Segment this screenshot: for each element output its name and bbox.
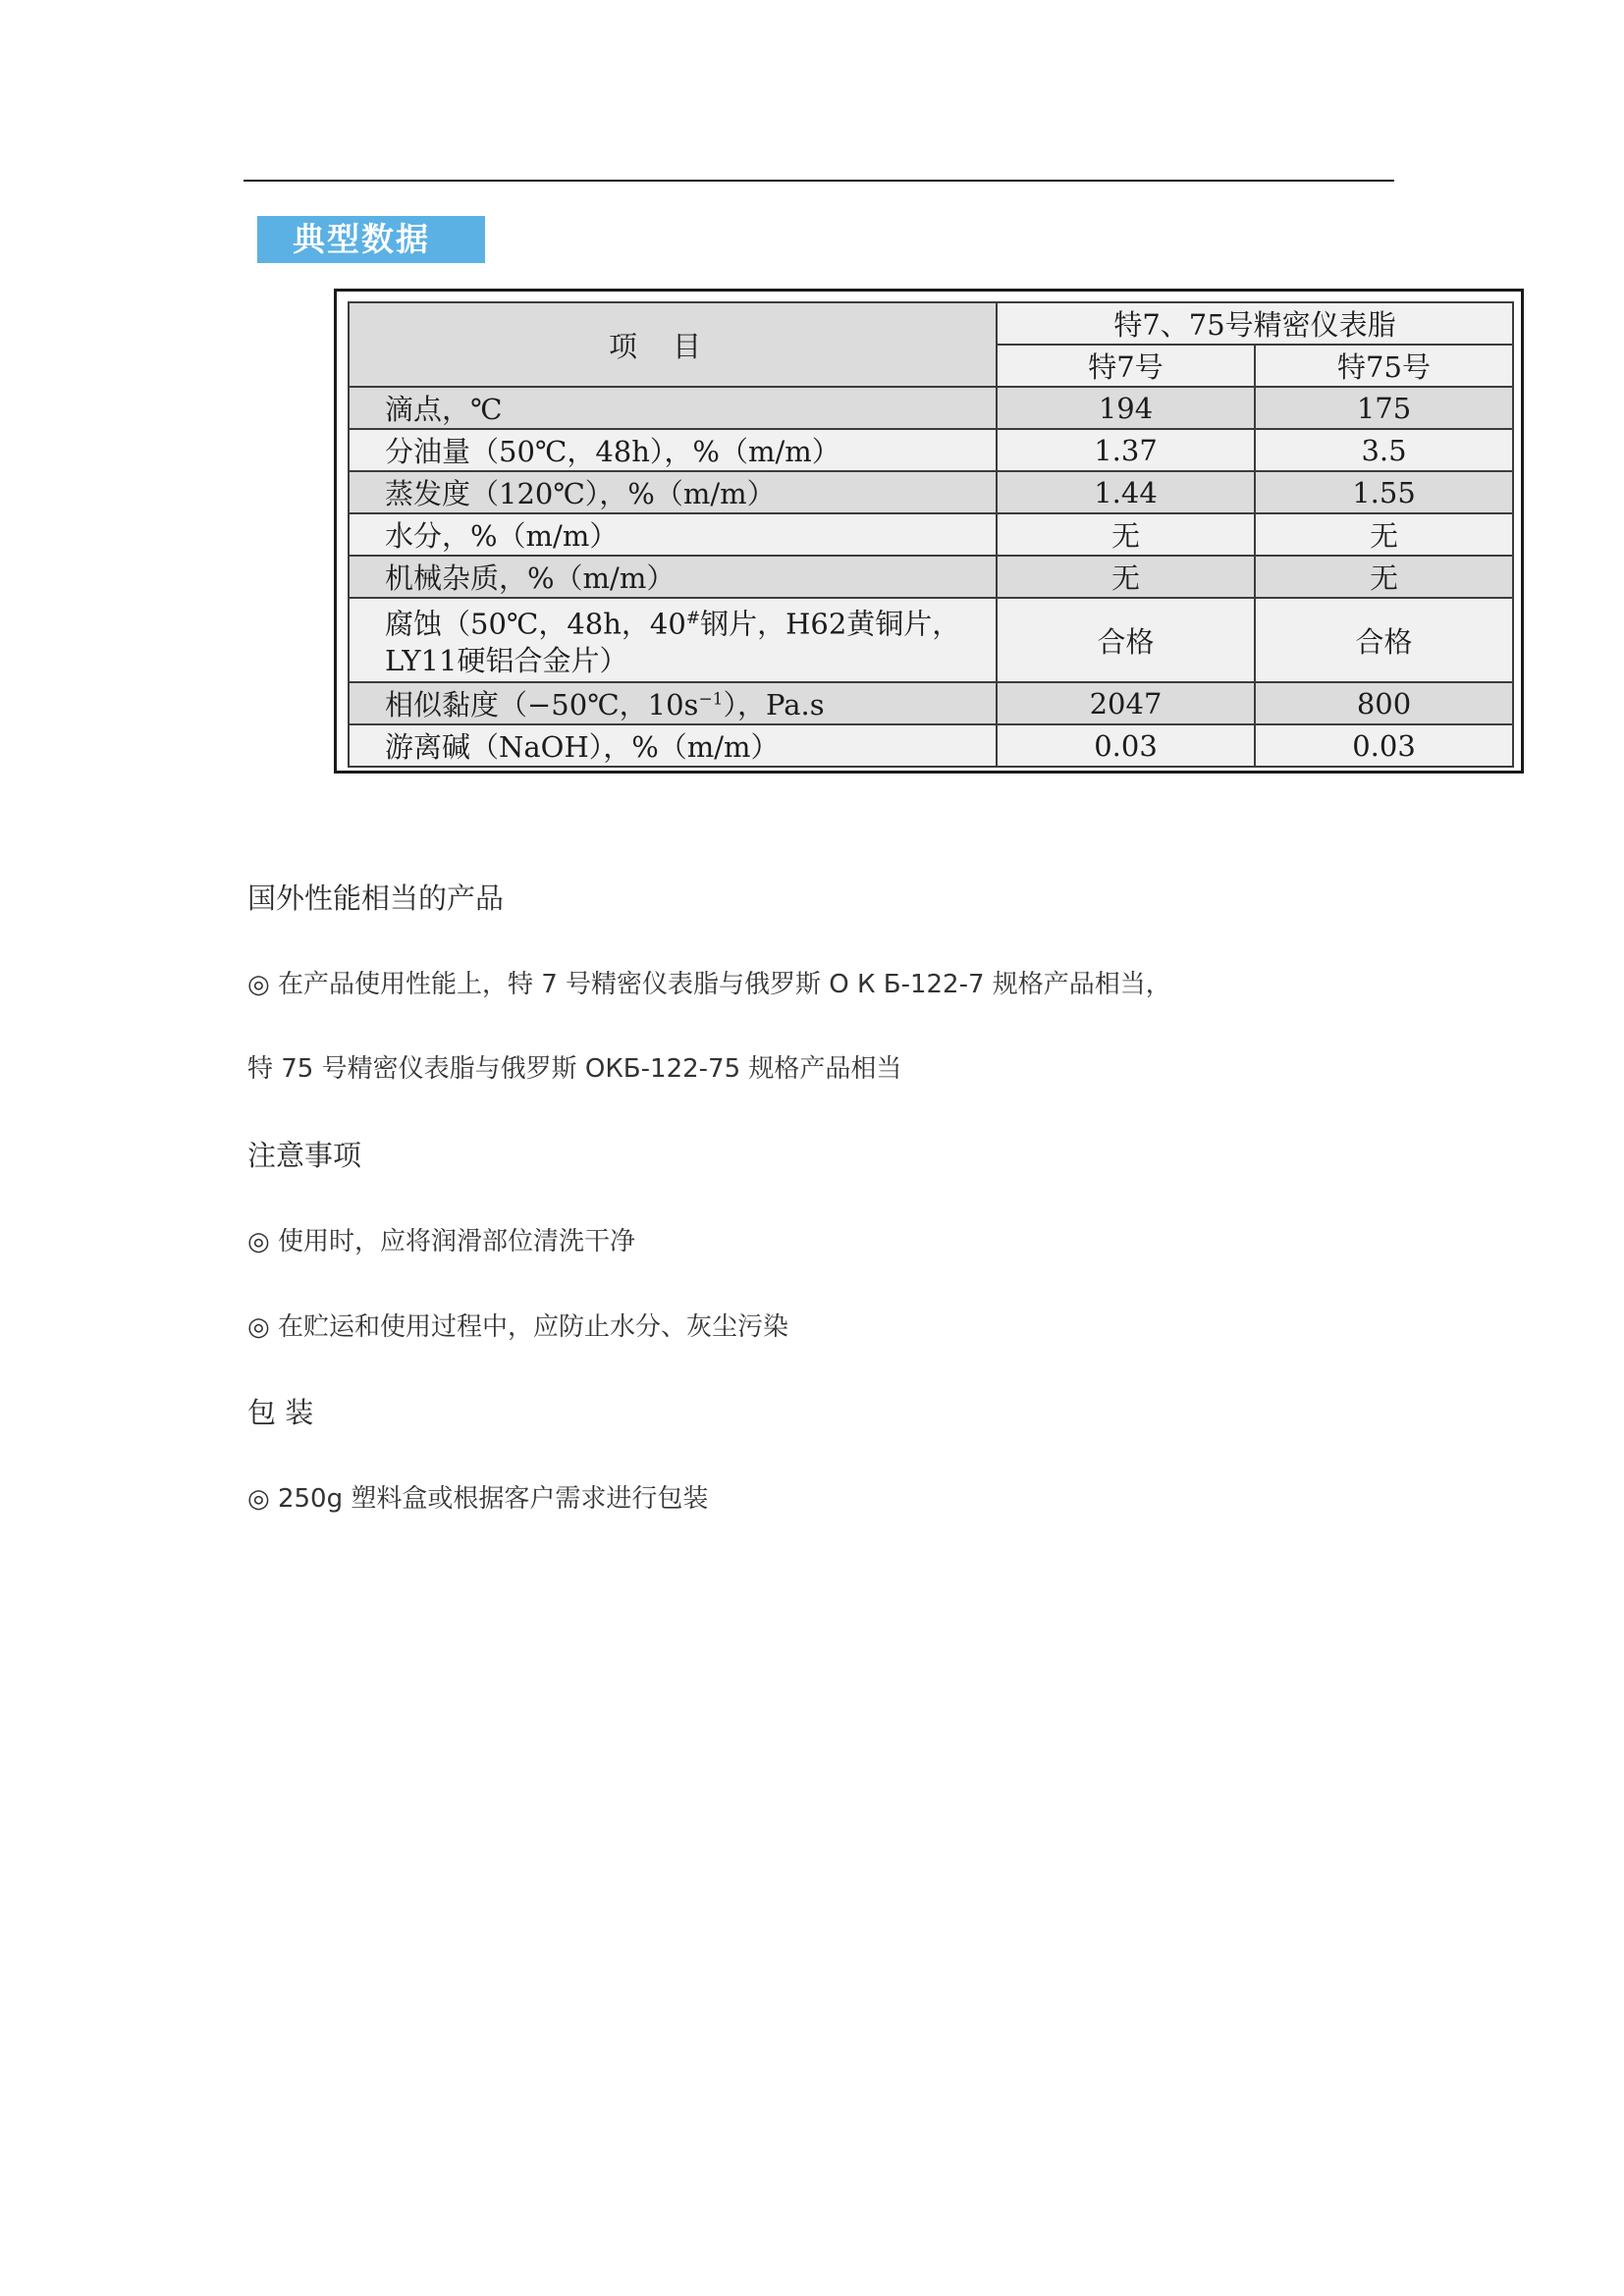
column-header-t7: 特7号: [997, 345, 1255, 387]
top-divider: [244, 180, 1394, 182]
row-value-t75: 1.55: [1255, 471, 1513, 513]
table-row: [349, 387, 1513, 429]
row-item-suffix: ），Pa.s: [723, 688, 825, 721]
row-value-t7: 194: [997, 387, 1255, 429]
table-row: [349, 513, 1513, 556]
row-value-t75: 无: [1255, 513, 1513, 556]
row-item: 滴点，℃: [349, 387, 997, 429]
precautions-title: 注意事项: [247, 1139, 362, 1172]
item-column-header: 项目: [349, 302, 997, 387]
row-value-t7: 无: [997, 556, 1255, 598]
row-item: [349, 598, 997, 682]
column-header-t75: 特75号: [1255, 345, 1513, 387]
table-row: [349, 556, 1513, 598]
table-row: [349, 598, 1513, 682]
row-item-superscript: −1: [698, 689, 724, 710]
row-item: 机械杂质，%（m/m）: [349, 556, 997, 598]
row-value-t75: 800: [1255, 682, 1513, 724]
row-value-t75: 3.5: [1255, 429, 1513, 471]
table-row: [349, 682, 1513, 724]
row-item-line1: 腐蚀（50℃，48h，40: [385, 607, 686, 641]
group-column-header: 特7、75号精密仪表脂: [997, 302, 1513, 345]
row-value-t75: 0.03: [1255, 724, 1513, 767]
packaging-item-1: ◎ 250g 塑料盒或根据客户需求进行包装: [247, 1484, 709, 1514]
row-value-t7: 合格: [997, 598, 1255, 682]
row-item: 分油量（50℃，48h），%（m/m）: [349, 429, 997, 471]
table-row: [349, 429, 1513, 471]
row-item-line2: LY11硬铝合金片）: [385, 643, 628, 677]
row-item-superscript: #: [685, 609, 701, 629]
row-item-line1-tail: 钢片，H62黄铜片，: [700, 607, 961, 641]
foreign-equivalents-title: 国外性能相当的产品: [247, 881, 505, 915]
row-item: [349, 682, 997, 724]
packaging-title: 包 装: [247, 1396, 314, 1429]
typical-data-table-frame: [334, 289, 1524, 774]
row-value-t7: 0.03: [997, 724, 1255, 767]
row-item: 蒸发度（120℃），%（m/m）: [349, 471, 997, 513]
precautions-item-2: ◎ 在贮运和使用过程中，应防止水分、灰尘污染: [247, 1312, 788, 1342]
row-value-t75: 175: [1255, 387, 1513, 429]
table-row: [349, 724, 1513, 767]
row-value-t75: 无: [1255, 556, 1513, 598]
foreign-equivalents-paragraph-1: ◎ 在产品使用性能上，特 7 号精密仪表脂与俄罗斯 О К Б-122-7 规格产品相当，: [247, 970, 1171, 999]
row-value-t7: 1.44: [997, 471, 1255, 513]
section-heading-typical-data: 典型数据: [257, 216, 485, 263]
row-value-t7: 1.37: [997, 429, 1255, 471]
row-item: 水分，%（m/m）: [349, 513, 997, 556]
row-value-t7: 2047: [997, 682, 1255, 724]
row-value-t75: 合格: [1255, 598, 1513, 682]
row-item-prefix: 相似黏度（−50℃，10s: [385, 688, 699, 721]
row-value-t7: 无: [997, 513, 1255, 556]
foreign-equivalents-paragraph-2: 特 75 号精密仪表脂与俄罗斯 ОКБ-122-75 规格产品相当: [247, 1054, 902, 1084]
precautions-item-1: ◎ 使用时，应将润滑部位清洗干净: [247, 1227, 635, 1256]
table-row: [349, 471, 1513, 513]
row-item: 游离碱（NaOH），%（m/m）: [349, 724, 997, 767]
typical-data-table: [348, 301, 1514, 768]
